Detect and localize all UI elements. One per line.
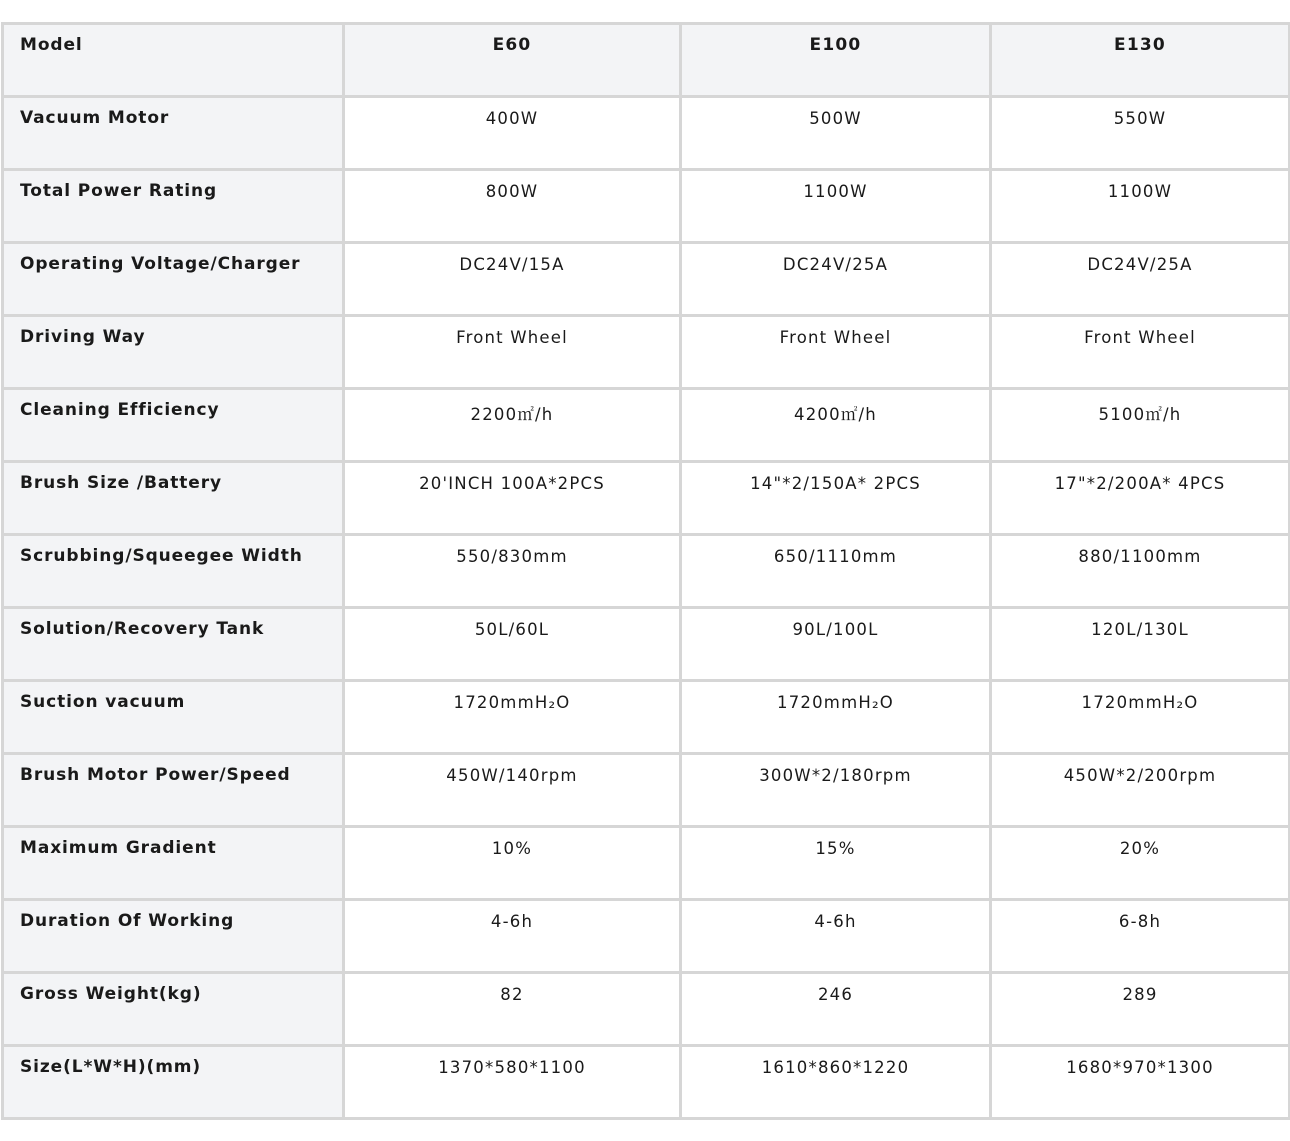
row-value-cell: 550W (991, 97, 1290, 170)
row-label: Brush Motor Power/Speed (3, 754, 344, 827)
table-row (3, 608, 1290, 681)
row-value-cell: 1610*860*1220 (681, 1046, 991, 1119)
spec-table (1, 22, 1290, 1120)
row-value-cell: 1720mmH₂O (344, 681, 681, 754)
row-value-cell: DC24V/25A (681, 243, 991, 316)
row-value-cell: 1100W (991, 170, 1290, 243)
row-value-cell: 14"*2/150A* 2PCS (681, 462, 991, 535)
row-value-cell: 5100㎡/h (991, 389, 1290, 462)
row-label: Vacuum Motor (3, 97, 344, 170)
table-row (3, 973, 1290, 1046)
row-value-cell: 82 (344, 973, 681, 1046)
table-row (3, 462, 1290, 535)
row-value-cell: 17"*2/200A* 4PCS (991, 462, 1290, 535)
table-row (3, 900, 1290, 973)
row-value-cell: 246 (681, 973, 991, 1046)
row-label: Driving Way (3, 316, 344, 389)
table-row (3, 535, 1290, 608)
row-label: Operating Voltage/Charger (3, 243, 344, 316)
row-label: Solution/Recovery Tank (3, 608, 344, 681)
table-row (3, 316, 1290, 389)
row-value-cell: 20'INCH 100A*2PCS (344, 462, 681, 535)
row-value-cell: DC24V/15A (344, 243, 681, 316)
table-row (3, 243, 1290, 316)
row-value-cell: 450W*2/200rpm (991, 754, 1290, 827)
row-value-cell: 880/1100mm (991, 535, 1290, 608)
table-row (3, 389, 1290, 462)
table-row (3, 1046, 1290, 1119)
row-value-cell: 50L/60L (344, 608, 681, 681)
spec-table-body (3, 24, 1290, 1119)
row-value-cell: 20% (991, 827, 1290, 900)
row-value-cell: Front Wheel (681, 316, 991, 389)
row-label: Size(L*W*H)(mm) (3, 1046, 344, 1119)
row-value-cell: 289 (991, 973, 1290, 1046)
table-header-row (3, 24, 1290, 97)
row-value-cell: 2200㎡/h (344, 389, 681, 462)
header-model-e100: E100 (681, 24, 991, 97)
row-value-cell: Front Wheel (991, 316, 1290, 389)
row-value-cell: 15% (681, 827, 991, 900)
row-value-cell: 1680*970*1300 (991, 1046, 1290, 1119)
row-value-cell: 6-8h (991, 900, 1290, 973)
row-label: Suction vacuum (3, 681, 344, 754)
row-value-cell: 1100W (681, 170, 991, 243)
row-value-cell: 4200㎡/h (681, 389, 991, 462)
row-value-cell: 1370*580*1100 (344, 1046, 681, 1119)
row-label: Cleaning Efficiency (3, 389, 344, 462)
row-value-cell: 4-6h (681, 900, 991, 973)
header-model-e60: E60 (344, 24, 681, 97)
row-value-cell: 450W/140rpm (344, 754, 681, 827)
row-value-cell: 120L/130L (991, 608, 1290, 681)
header-model-e130: E130 (991, 24, 1290, 97)
table-row (3, 827, 1290, 900)
row-value-cell: DC24V/25A (991, 243, 1290, 316)
row-value-cell: 1720mmH₂O (991, 681, 1290, 754)
table-row (3, 754, 1290, 827)
row-value-cell: 500W (681, 97, 991, 170)
row-label: Duration Of Working (3, 900, 344, 973)
row-label: Brush Size /Battery (3, 462, 344, 535)
row-value-cell: 400W (344, 97, 681, 170)
row-label: Gross Weight(kg) (3, 973, 344, 1046)
row-label: Total Power Rating (3, 170, 344, 243)
row-value-cell: 800W (344, 170, 681, 243)
row-value-cell: 300W*2/180rpm (681, 754, 991, 827)
header-label: Model (3, 24, 344, 97)
row-value-cell: 550/830mm (344, 535, 681, 608)
table-row (3, 681, 1290, 754)
row-value-cell: Front Wheel (344, 316, 681, 389)
row-value-cell: 4-6h (344, 900, 681, 973)
table-row (3, 97, 1290, 170)
table-row (3, 170, 1290, 243)
row-value-cell: 90L/100L (681, 608, 991, 681)
row-label: Scrubbing/Squeegee Width (3, 535, 344, 608)
row-value-cell: 1720mmH₂O (681, 681, 991, 754)
row-value-cell: 650/1110mm (681, 535, 991, 608)
row-label: Maximum Gradient (3, 827, 344, 900)
row-value-cell: 10% (344, 827, 681, 900)
